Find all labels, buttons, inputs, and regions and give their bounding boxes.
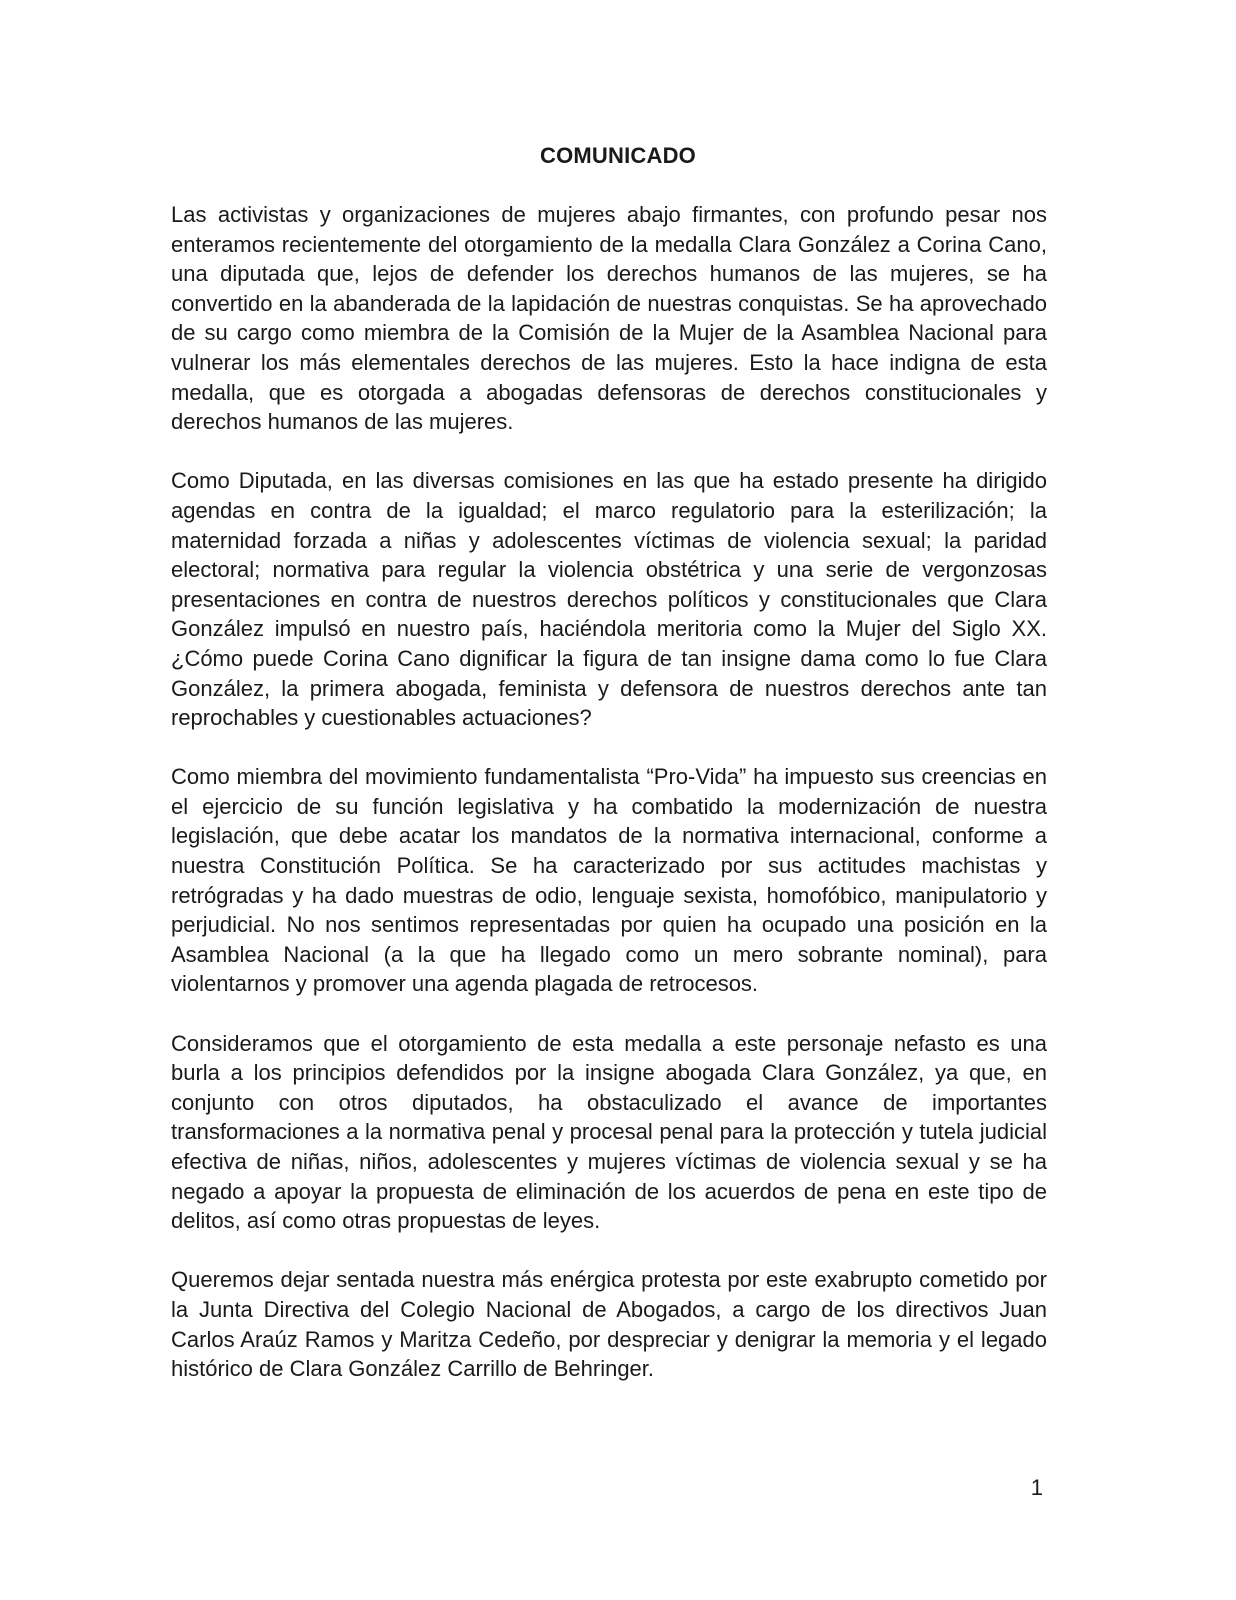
- page-number: 1: [1030, 1475, 1043, 1500]
- paragraph-5: Queremos dejar sentada nuestra más enérgica protesta por este exabrupto cometido por la Junta Directiva del Colegio Nacional de Abogados, a cargo de los directivos Juan Carlos Araúz Ramos y Maritza Cedeño, por despreciar y denigrar la memoria y el legado histórico de Clara González Carrillo de Behringer.: [171, 1267, 1047, 1382]
- paragraph-4: Consideramos que el otorgamiento de esta medalla a este personaje nefasto es una burla a los principios defendidos por la insigne abogada Clara González, ya que, en conjunto con otros diputados, ha obstaculizado el avance de importantes transformaciones a la normativa penal y procesal penal para la protección y tutela judicial efectiva de niñas, niños, adolescentes y mujeres víctimas de violencia sexual y se ha negado a apoyar la propuesta de eliminación de los acuerdos de pena en este tipo de delitos, así como otras propuestas de leyes.: [171, 1030, 1047, 1234]
- paragraph-2: Como Diputada, en las diversas comisiones en las que ha estado presente ha dirigido agendas en contra de la igualdad; el marco regulatorio para la esterilización; la maternidad forzada a niñas y adolescentes víctimas de violencia sexual; la paridad electoral; normativa para regular la violencia obstétrica y una serie de vergonzosas presentaciones en contra de nuestros derechos políticos y constitucionales que Clara González impulsó en nuestro país, haciéndola meritoria como la Mujer del Siglo XX. ¿Cómo puede Corina Cano dignificar la figura de tan insigne dama como lo fue Clara González, la primera abogada, feminista y defensora de nuestros derechos ante tan reprochables y cuestionables actuaciones?: [171, 468, 1047, 731]
- paragraph-1: Las activistas y organizaciones de mujeres abajo firmantes, con profundo pesar nos enteramos recientemente del otorgamiento de la medalla Clara González a Corina Cano, una diputada que, lejos de defender los derechos humanos de las mujeres, se ha convertido en la abanderada de la lapidación de nuestras conquistas. Se ha aprovechado de su cargo como miembra de la Comisión de la Mujer de la Asamblea Nacional para vulnerar los más elementales derechos de las mujeres. Esto la hace indigna de esta medalla, que es otorgada a abogadas defensoras de derechos constitucionales y derechos humanos de las mujeres.: [171, 202, 1047, 435]
- paragraph-3: Como miembra del movimiento fundamentalista “Pro-Vida” ha impuesto sus creencias en el ejercicio de su función legislativa y ha combatido la modernización de nuestra legislación, que debe acatar los mandatos de la normativa internacional, conforme a nuestra Constitución Política. Se ha caracterizado por sus actitudes machistas y retrógradas y ha dado muestras de odio, lenguaje sexista, homofóbico, manipulatorio y perjudicial. No nos sentimos representadas por quien ha ocupado una posición en la Asamblea Nacional (a la que ha llegado como un mero sobrante nominal), para violentarnos y promover una agenda plagada de retrocesos.: [171, 764, 1047, 997]
- document-title: COMUNICADO: [540, 143, 696, 168]
- document-body: [171, 200, 1047, 1413]
